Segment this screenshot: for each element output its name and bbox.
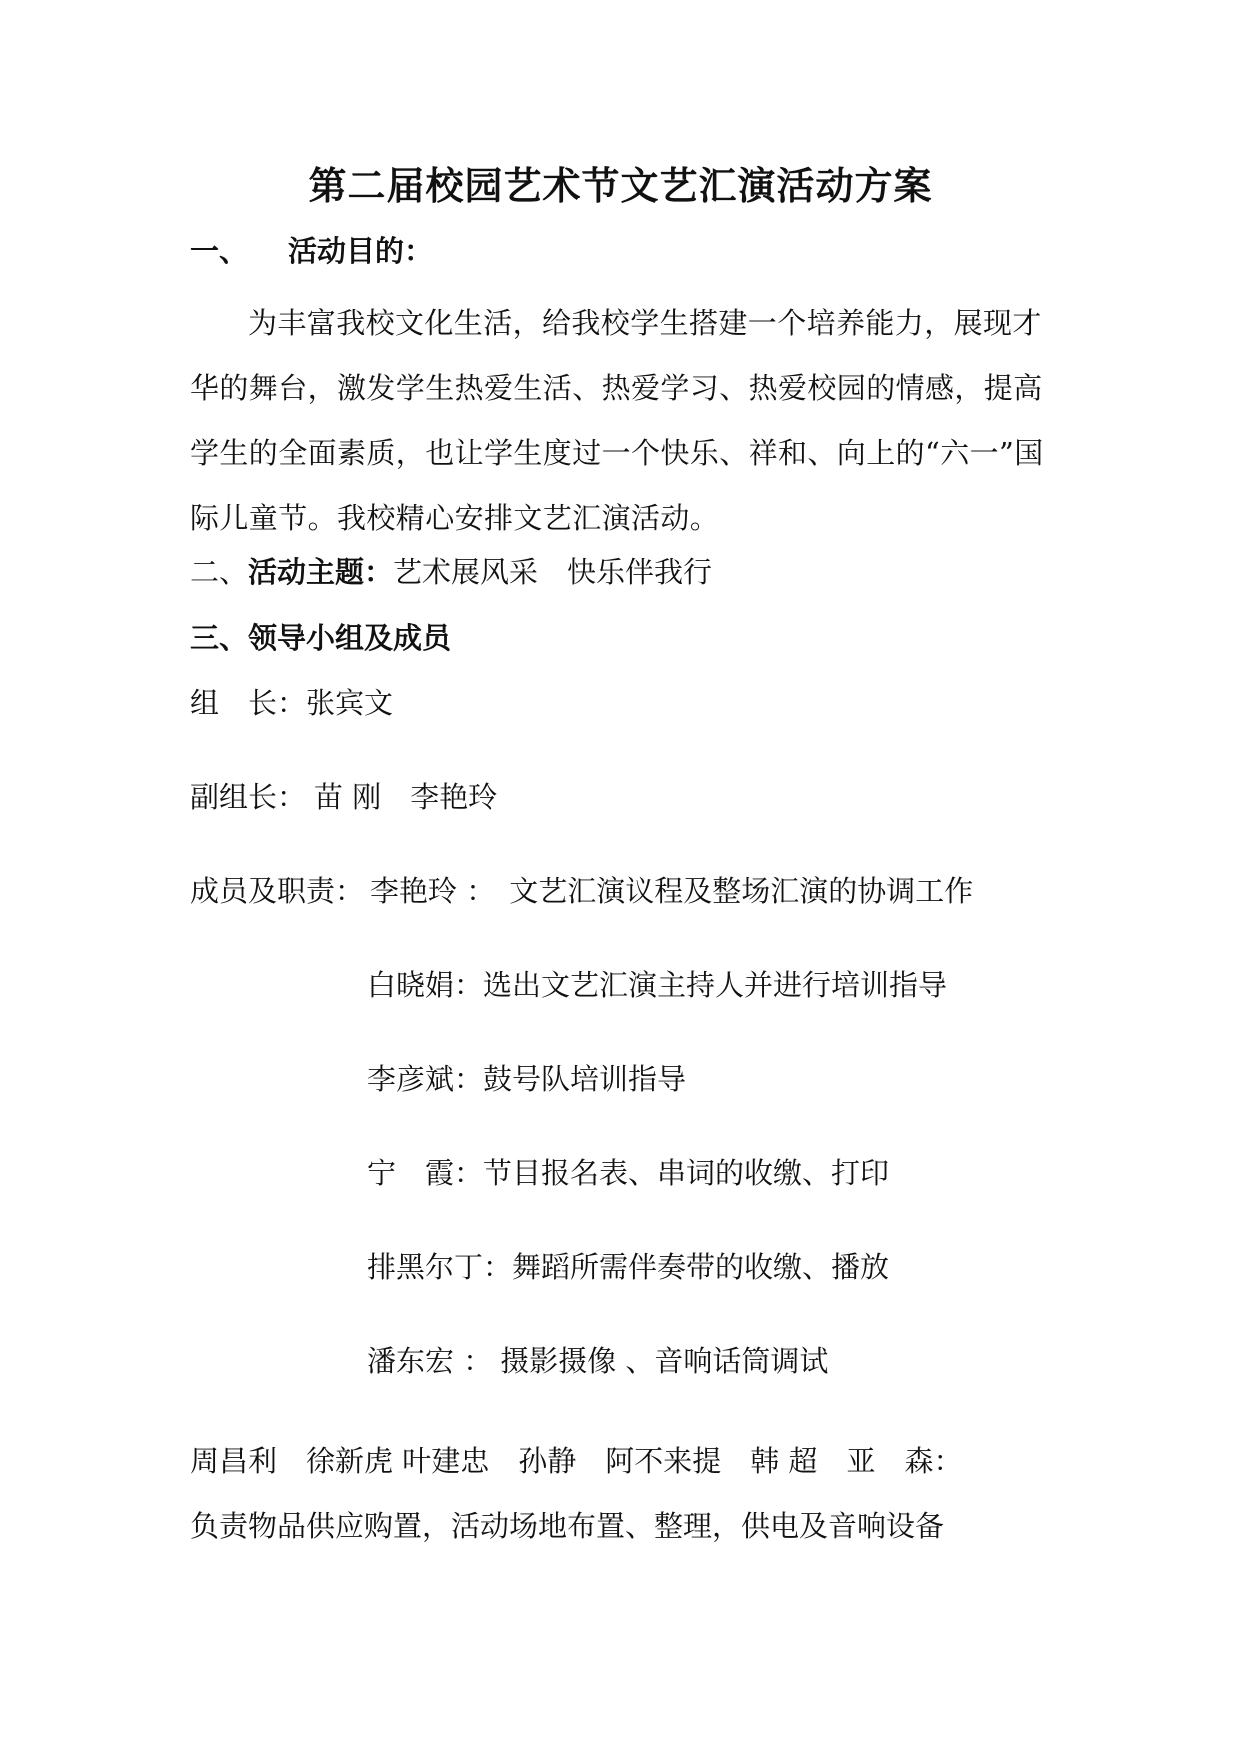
leader-line xyxy=(190,683,393,723)
member-name: 李艳玲 ： xyxy=(370,874,496,908)
member-row xyxy=(367,1341,828,1381)
deputy-line xyxy=(190,777,497,817)
member-name: 白晓娟： xyxy=(367,968,484,1002)
member-row xyxy=(367,1247,889,1287)
member-row xyxy=(367,1153,889,1193)
member-duty: 鼓号队培训指导 xyxy=(483,1062,687,1096)
deputy-names: 苗 刚 李艳玲 xyxy=(314,780,498,814)
member-name: 宁 霞： xyxy=(367,1156,484,1190)
member-row xyxy=(367,965,947,1005)
logistics-names: 周昌利 徐新虎 叶建忠 孙静 阿不来提 韩 超 亚 森： xyxy=(190,1444,963,1478)
logistics-duty: 负责物品供应购置，活动场地布置、整理，供电及音响设备 xyxy=(190,1509,945,1543)
section2-title: 活动主题： xyxy=(248,555,394,589)
section2-line xyxy=(190,552,712,592)
member-name: 李彦斌： xyxy=(367,1062,484,1096)
member-duty: 舞蹈所需伴奏带的收缴、播放 xyxy=(512,1250,890,1284)
leader-label: 组 长： xyxy=(190,686,307,720)
section1-title: 活动目的： xyxy=(288,234,434,268)
member-duty: 选出文艺汇演主持人并进行培训指导 xyxy=(483,968,948,1002)
member-name: 潘东宏 ： xyxy=(367,1344,493,1378)
deputy-label: 副组长： xyxy=(190,780,307,814)
section3-heading: 三、领导小组及成员 xyxy=(190,621,452,655)
section1-heading xyxy=(190,231,433,271)
members-label: 成员及职责： xyxy=(190,874,365,908)
section2-number: 二、 xyxy=(190,555,249,589)
member-row xyxy=(367,1059,686,1099)
member-row xyxy=(190,871,973,911)
document-title: 第二届校园艺术节文艺汇演活动方案 xyxy=(308,163,933,208)
section1-number: 一、 xyxy=(190,234,249,268)
section1-paragraph: 为丰富我校文化生活，给我校学生搭建一个培养能力，展现才华的舞台，激发学生热爱生活、热爱学习、热爱校园的情感，提高学生的全面素质，也让学生度过一个快乐、祥和、向上的“六一”国际儿童节。我校精心安排文艺汇演活动。 xyxy=(190,306,1044,535)
section2-theme: 艺术展风采 快乐伴我行 xyxy=(393,555,713,589)
member-duty: 摄影摄像 、音响话筒调试 xyxy=(500,1344,829,1378)
member-duty: 文艺汇演议程及整场汇演的协调工作 xyxy=(509,874,974,908)
leader-name: 张宾文 xyxy=(306,686,394,720)
member-name: 排黑尔丁： xyxy=(367,1250,513,1284)
member-duty: 节目报名表、串词的收缴、打印 xyxy=(483,1156,890,1190)
